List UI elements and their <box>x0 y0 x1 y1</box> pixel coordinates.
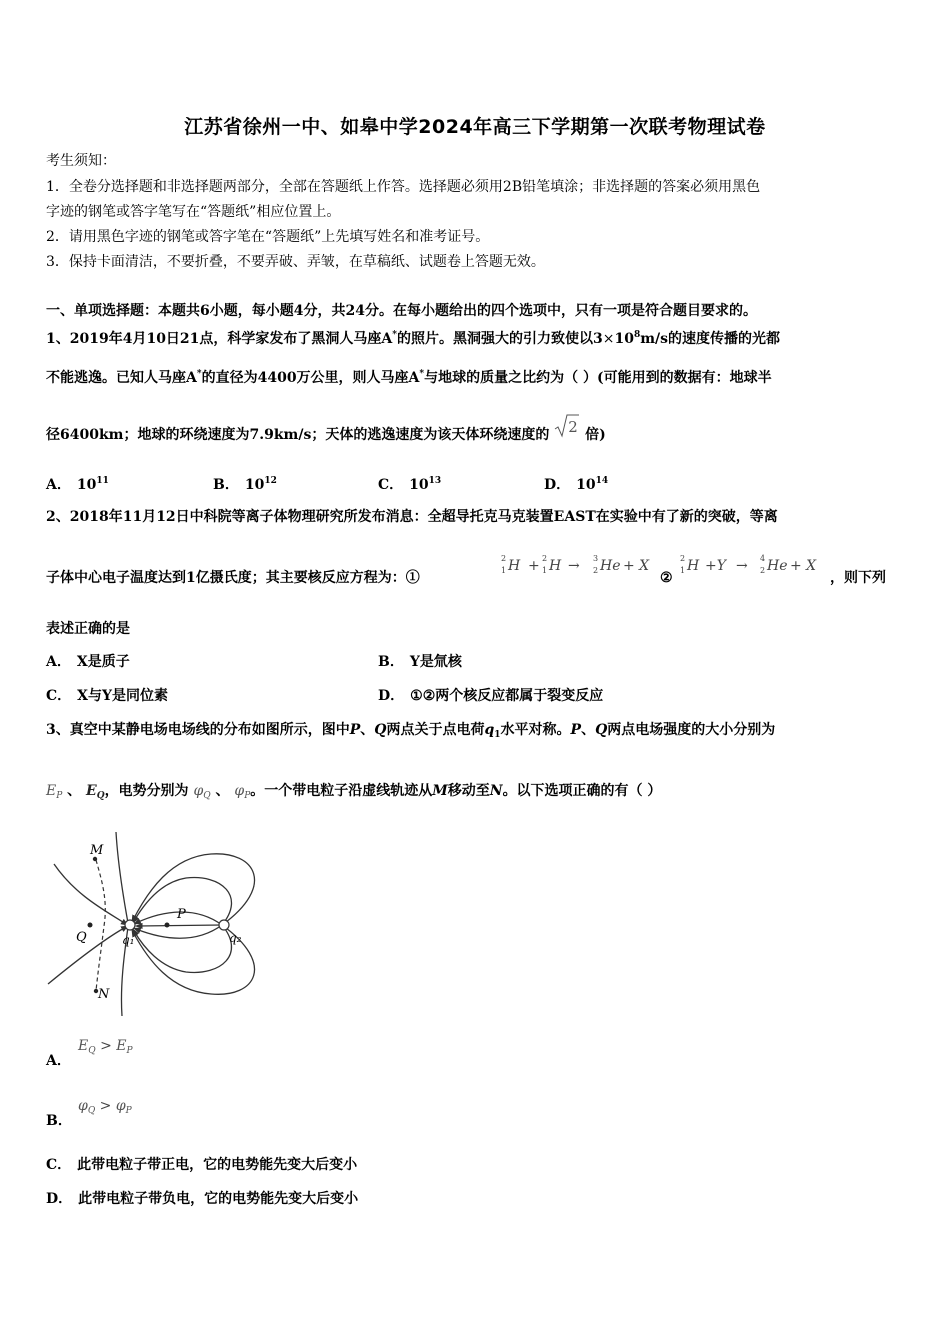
q3-option-d[interactable] <box>46 1188 358 1210</box>
mass-number: 4 <box>760 554 766 563</box>
point-m: M <box>432 783 448 799</box>
q2-option-c[interactable] <box>46 685 168 707</box>
q3-text: 水平对称。 <box>500 722 571 738</box>
e-letter: E <box>46 783 57 799</box>
option-exponent: 12 <box>264 476 277 486</box>
label-q: Q <box>76 930 87 945</box>
q2-text: ，则下列 <box>830 570 886 586</box>
mass-number: 2 <box>542 554 548 563</box>
q1-text: 的照片。黑洞强大的引力致使以3 <box>397 331 603 347</box>
e-letter: E <box>86 783 97 799</box>
option-label: C． <box>46 688 72 704</box>
greater-than: > <box>99 1098 112 1114</box>
subscript-q: Q <box>87 1106 96 1116</box>
mass-number: 3 <box>593 554 599 563</box>
element-symbol: He <box>600 558 621 574</box>
option-label: D． <box>46 1191 73 1207</box>
q2-line-3: 表述正确的是 <box>46 621 130 637</box>
charge-q2 <box>219 920 229 930</box>
plus-y: +Y <box>705 558 726 574</box>
option-label: D． <box>544 477 571 493</box>
option-label: B． <box>46 1113 72 1129</box>
q2-line-1: 2、2018年11月12日中科院等离子体物理研究所发布消息：全超导托克马克装置EAST在实验中有了新的突破，等离 <box>46 509 778 525</box>
q1-text: 1、2019年4月10日21点，科学家发布了黑洞人马座A <box>46 331 393 347</box>
q1-option-b[interactable] <box>213 470 277 496</box>
q3-text: 。以下选项正确的有（ ） <box>502 783 662 799</box>
q3-line-2 <box>46 780 661 807</box>
arrow-icon: → <box>736 558 748 574</box>
point-q: Q <box>595 722 608 738</box>
q1-text: 10 <box>614 331 634 347</box>
mass-number: 2 <box>501 554 507 563</box>
q1-superscript: * <box>392 330 397 340</box>
q1-text: 径6400km；地球的环绕速度为7.9km/s；天体的逃逸速度为该天体环绕速度的 <box>46 427 550 443</box>
point-p: P <box>349 722 361 738</box>
q3-text: 两点电场强度的大小分别为 <box>607 722 776 738</box>
phi-letter: φ <box>78 1098 88 1114</box>
q2-option-a[interactable] <box>46 651 130 673</box>
option-label: B． <box>213 477 239 493</box>
q3-line-1 <box>46 719 775 746</box>
sqrt-expression <box>554 418 580 446</box>
notice-item-1-cont: 字迹的钢笔或答字笔写在“答题纸”相应位置上。 <box>46 204 341 220</box>
label-m: M <box>90 843 104 858</box>
e-q-symbol <box>86 783 105 799</box>
q3-text: 、 <box>360 722 375 738</box>
subscript-q: Q <box>88 1046 96 1056</box>
q1-text: 倍) <box>585 427 606 443</box>
option-text: X与Y是同位素 <box>77 688 169 704</box>
atomic-number: 2 <box>593 566 599 575</box>
element-symbol: He <box>767 558 788 574</box>
label-q1: q₁ <box>122 933 135 947</box>
q1-line-3 <box>46 418 606 446</box>
atomic-number: 1 <box>501 566 507 575</box>
q1-option-d[interactable] <box>544 470 608 496</box>
option-text: X是质子 <box>76 654 130 670</box>
subscript-p: P <box>56 791 63 801</box>
times-symbol: × <box>602 331 615 347</box>
atomic-number: 1 <box>542 566 548 575</box>
notice-heading: 考生须知： <box>46 153 116 169</box>
notice-item-1: 1．全卷分选择题和非选择题两部分，全部在答题纸上作答。选择题必须用2B铅笔填涂；非选择题的答案必须用黑色 <box>46 179 761 195</box>
electric-field-figure <box>46 826 276 1022</box>
atomic-number: 2 <box>760 566 766 575</box>
subscript-p: P <box>244 791 251 801</box>
q2-text: 子体中心电子温度达到1亿摄氏度；其主要核反应方程为：① <box>46 570 420 586</box>
subscript-q: Q <box>96 791 105 801</box>
sqrt-argument: 2 <box>568 418 578 436</box>
q2-line-2 <box>46 567 420 589</box>
phi-letter: φ <box>234 783 245 799</box>
q1-line-1 <box>46 324 780 350</box>
q2-option-b[interactable] <box>378 651 462 673</box>
q1-superscript: * <box>419 369 425 379</box>
circle-2-marker: ② <box>660 570 673 586</box>
element-symbol: H <box>549 558 562 574</box>
charge-q: q <box>484 722 495 738</box>
point-p-dot <box>165 923 170 928</box>
q1-line-2 <box>46 363 772 389</box>
e-letter: E <box>78 1038 89 1054</box>
subscript-p: P <box>125 1106 132 1116</box>
q1-superscript: * <box>196 369 202 379</box>
option-label: C． <box>378 477 404 493</box>
phi-letter: φ <box>115 1098 126 1114</box>
option-text: 此带电粒子带正电，它的电势能先变大后变小 <box>77 1157 358 1173</box>
atomic-number: 1 <box>680 566 686 575</box>
subscript-q: Q <box>203 791 211 801</box>
option-text: Y是氚核 <box>409 654 462 670</box>
phi-p-symbol <box>234 783 250 799</box>
q2-option-d[interactable] <box>378 685 603 707</box>
particle-trajectory <box>96 860 105 991</box>
nuclear-equation-2 <box>680 556 830 586</box>
q3-option-b[interactable] <box>46 1110 78 1132</box>
nuclear-equation-1 <box>501 556 661 586</box>
option-text: ①②两个核反应都属于裂变反应 <box>410 688 604 704</box>
q3-option-a[interactable] <box>46 1050 77 1072</box>
q3-text: 、 <box>581 722 596 738</box>
inequality-phi-q-gt-phi-p <box>78 1098 132 1116</box>
option-label: A． <box>46 1053 71 1069</box>
q3-text: 3、真空中某静电场电场线的分布如图所示，图中 <box>46 722 350 738</box>
arrow-icon: → <box>568 558 580 574</box>
phi-letter: φ <box>193 783 204 799</box>
greater-than: > <box>100 1038 112 1054</box>
option-label: B． <box>378 654 404 670</box>
q3-option-c[interactable] <box>46 1154 357 1176</box>
e-letter: E <box>116 1038 127 1054</box>
option-value: 10 <box>409 477 429 493</box>
option-text: 此带电粒子带负电，它的电势能先变大后变小 <box>78 1191 359 1207</box>
q3-text: 移动至 <box>447 783 490 799</box>
element-symbol: H <box>687 558 700 574</box>
point-q-dot <box>88 923 93 928</box>
charge-q1 <box>125 920 135 930</box>
q3-text: 、 <box>67 783 82 799</box>
option-exponent: 11 <box>96 476 109 486</box>
phi-q-symbol <box>193 783 210 799</box>
q3-text: 。一个带电粒子沿虚线轨迹从 <box>250 783 433 799</box>
point-n: N <box>489 783 503 799</box>
q1-text: 与地球的质量之比约为（ ）(可能用到的数据有：地球半 <box>424 370 772 386</box>
notice-item-3: 3．保持卡面清洁，不要折叠，不要弄破、弄皱，在草稿纸、试题卷上答题无效。 <box>46 254 545 270</box>
q1-option-a[interactable] <box>46 470 109 496</box>
option-label: C． <box>46 1157 72 1173</box>
option-value: 10 <box>576 477 596 493</box>
element-symbol: H <box>508 558 521 574</box>
option-exponent: 13 <box>428 476 442 486</box>
q3-text: ，电势分别为 <box>104 783 189 799</box>
option-exponent: 14 <box>595 476 609 486</box>
q3-text: 、 <box>215 783 230 799</box>
q1-text: 的直径为4400万公里，则人马座A <box>201 370 420 386</box>
q1-option-c[interactable] <box>378 470 441 496</box>
option-label: D． <box>378 688 405 704</box>
point-p: P <box>570 722 582 738</box>
label-p: P <box>177 907 186 922</box>
option-label: A． <box>46 654 71 670</box>
q3-text: 两点关于点电荷 <box>386 722 485 738</box>
mass-number: 2 <box>680 554 686 563</box>
page-title: 江苏省徐州一中、如皋中学2024年高三下学期第一次联考物理试卷 <box>184 116 766 138</box>
label-n: N <box>98 987 110 1002</box>
equation-tail: + X <box>790 558 817 574</box>
e-p-symbol <box>46 783 62 799</box>
section-heading: 一、单项选择题：本题共6小题，每小题4分，共24分。在每小题给出的四个选项中，只有一项是符合题目要求的。 <box>46 303 757 319</box>
option-value: 10 <box>76 477 97 493</box>
option-label: A． <box>46 477 71 493</box>
q1-text: m/s的速度传播的光都 <box>640 331 781 347</box>
plus-sign: + <box>528 558 540 574</box>
inequality-e-q-gt-e-p <box>78 1038 133 1056</box>
charge-subscript: 1 <box>494 730 501 740</box>
equation-tail: + X <box>623 558 650 574</box>
subscript-p: P <box>126 1046 133 1056</box>
label-q2: q₂ <box>229 931 242 945</box>
option-value: 10 <box>244 477 265 493</box>
q1-exponent: 8 <box>633 330 641 340</box>
q1-text: 不能逃逸。已知人马座A <box>46 370 197 386</box>
notice-item-2: 2．请用黑色字迹的钢笔或答字笔在“答题纸”上先填写姓名和准考证号。 <box>46 229 490 245</box>
point-q: Q <box>374 722 387 738</box>
